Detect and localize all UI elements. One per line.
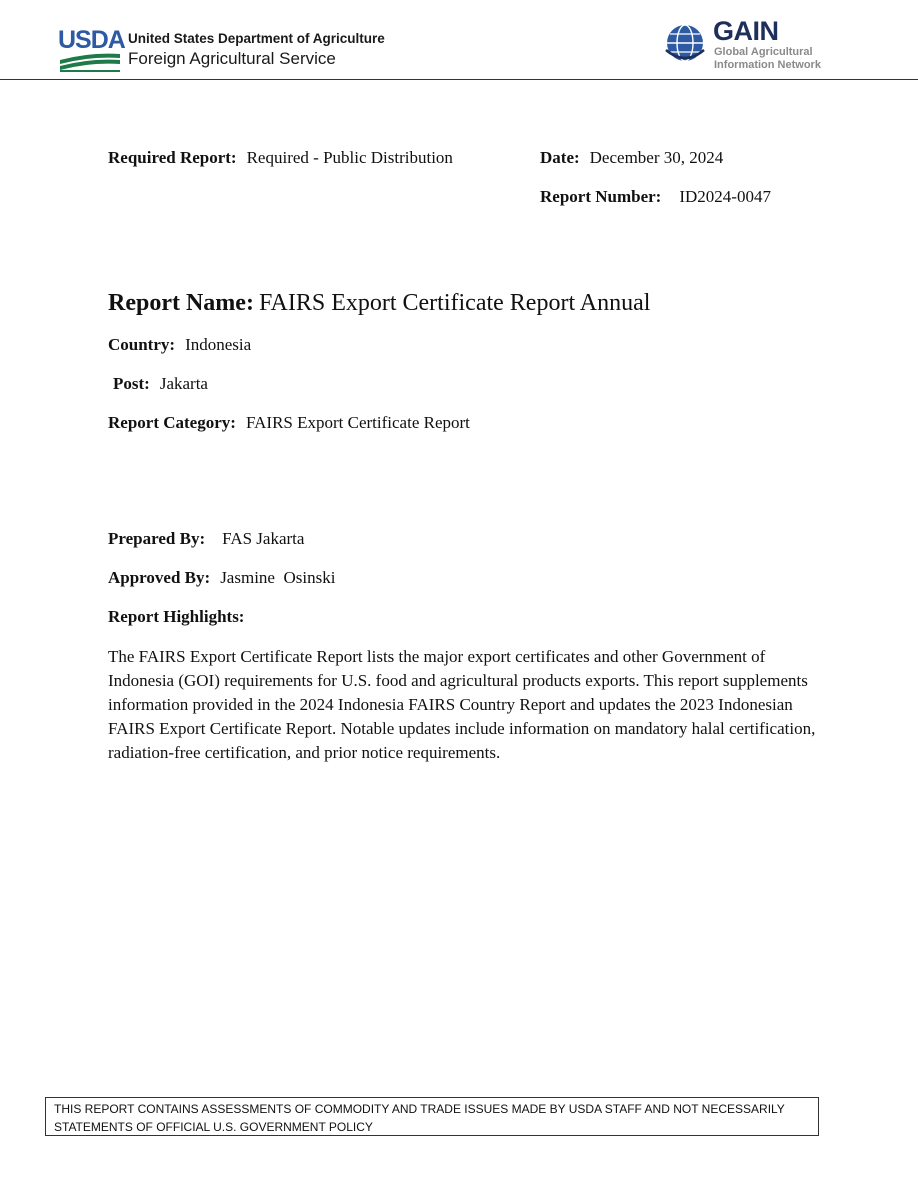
report-name — [108, 289, 650, 317]
gain-subtitle-line2: Information Network — [714, 59, 821, 71]
disclaimer-box — [45, 1097, 819, 1136]
approved-by-label: Approved By: — [108, 568, 211, 587]
report-category-label: Report Category: — [108, 413, 236, 432]
header-divider — [0, 79, 918, 80]
report-number-field — [540, 187, 771, 207]
approved-by-value: Jasmine Osinski — [220, 568, 336, 587]
report-category-field — [108, 413, 470, 433]
gain-wordmark: GAIN — [713, 16, 779, 46]
report-number-label: Report Number: — [540, 187, 662, 206]
post-value: Jakarta — [159, 374, 208, 393]
prepared-by-value: FAS Jakarta — [222, 529, 305, 548]
report-highlights-text: The FAIRS Export Certificate Report lists the major export certificates and other Government of Indonesia (GOI) requirements for U.S. food and agricultural products exports. This report supplements information provided in the 2024 Indonesia FAIRS Country Report and updates the 2023 Indonesian FAIRS Export Certificate Report. Notable updates include information on mandatory halal certification, radiation-free certification, and prior notice requirements. — [108, 647, 816, 762]
disclaimer-line1: THIS REPORT CONTAINS ASSESSMENTS OF COMMODITY AND TRADE ISSUES MADE BY USDA STAFF AND NOT NECESSARILY — [54, 1102, 785, 1116]
page-header — [0, 0, 918, 82]
date-label: Date: — [540, 148, 580, 167]
prepared-by-field — [108, 529, 304, 549]
required-report-field — [108, 148, 453, 168]
report-name-label: Report Name: — [108, 290, 254, 316]
date-value: December 30, 2024 — [589, 148, 724, 167]
report-category-value: FAIRS Export Certificate Report — [245, 413, 470, 432]
department-name: United States Department of Agriculture — [128, 31, 385, 46]
required-report-value: Required - Public Distribution — [246, 148, 453, 167]
approved-by-field — [108, 568, 335, 588]
date-field — [540, 148, 723, 168]
report-name-value: FAIRS Export Certificate Report Annual — [258, 290, 651, 316]
agency-name: Foreign Agricultural Service — [128, 49, 336, 68]
post-label: Post: — [113, 374, 150, 393]
country-field — [108, 335, 251, 355]
gain-subtitle — [714, 46, 821, 72]
report-highlights-label: Report Highlights: — [108, 607, 245, 626]
country-label: Country: — [108, 335, 176, 354]
usda-field-icon — [60, 50, 120, 72]
country-value: Indonesia — [185, 335, 252, 354]
post-field — [113, 374, 208, 394]
prepared-by-label: Prepared By: — [108, 529, 206, 548]
disclaimer-line2: STATEMENTS OF OFFICIAL U.S. GOVERNMENT POLICY — [54, 1120, 373, 1134]
usda-wordmark: USDA — [58, 26, 125, 54]
gain-subtitle-line1: Global Agricultural — [714, 46, 813, 58]
report-number-value: ID2024-0047 — [679, 187, 771, 206]
required-report-label: Required Report: — [108, 148, 237, 167]
globe-icon — [664, 22, 706, 64]
